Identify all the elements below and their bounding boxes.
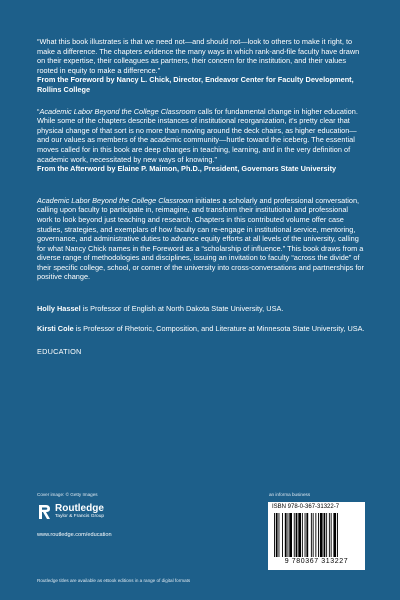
author-bio (37, 324, 365, 334)
barcode-stripe (274, 513, 275, 557)
barcode-stripe (324, 513, 326, 557)
isbn-label: ISBN 978-0-367-31322-7 (272, 504, 340, 510)
description-book-title: Academic Labor Beyond the College Classroom (37, 195, 194, 205)
author-bio (37, 304, 365, 314)
cover-footer (0, 490, 400, 600)
afterword-quote-text: calls for fundamental change in higher education. While some of the chapters describe instances of institutional reorganization, it's pretty clear that physical change of that sort is no more than moving around the deck chairs, as higher education—and our values as members of the academic community—hurtle toward the iceberg. The essential moves called for in this book are deep changes in teaching, learning, and in the very definition of academic work, necessitated by new ways of knowing.” (37, 106, 358, 164)
afterword-open-mark: “ (37, 106, 40, 116)
barcode-stripe (298, 513, 301, 557)
author-name: Holly Hassel (37, 304, 81, 314)
foreword-quote (37, 37, 365, 75)
subject-category: EDUCATION (37, 347, 82, 357)
barcode-stripe (306, 513, 308, 557)
barcode-stripe (294, 513, 295, 557)
afterword-book-title: Academic Labor Beyond the College Classroom (39, 106, 196, 116)
barcode-stripe (302, 513, 303, 557)
publisher-logo (37, 504, 104, 520)
cover-text (37, 37, 365, 356)
barcode-stripe (289, 513, 292, 557)
foreword-quote-text: “What this book illustrates is that we need not—and should not—look to others to make it right, to make a difference. The chapters evidence the many ways in which rank-and-file faculty have drawn on their expertise, their colleagues as partners, their concern for the institution, and their values rooted in equity to make a difference.” (37, 37, 360, 75)
publisher-url: www.routledge.com/education (37, 532, 112, 538)
barcode-stripe (279, 513, 280, 557)
author-bio-text: is Professor of English at North Dakota State University, USA. (80, 304, 284, 314)
barcode-stripe (326, 513, 327, 557)
barcode (274, 513, 359, 557)
publisher-name: Routledge (55, 503, 104, 514)
barcode-stripe (320, 513, 323, 557)
barcode-stripe (313, 513, 314, 557)
ebook-note: Routledge titles are available as eBook editions in a range of digital formats (37, 578, 191, 583)
author-name: Kirsti Cole (37, 323, 74, 333)
foreword-attribution: From the Foreword by Nancy L. Chick, Director, Endeavor Center for Faculty Development, Rollins College (37, 75, 354, 94)
author-bio-text: is Professor of Rhetoric, Composition, and Literature at Minnesota State University, USA. (73, 323, 365, 333)
cover-image-credit: Cover image: © Getty Images (37, 492, 98, 497)
description-text: initiates a scholarly and professional conversation, calling upon faculty to participate in, reimagine, and transform their institutional and professional work to look beyond just teaching and research. Chapters in this contributed volume offer case studies, strategies, and exemplars of how faculty can re-engage in institutional service, mentoring, governance, and administrative duties to advance equity efforts at all levels of the university, calling for what Nancy Chick names in the Foreword as a “scholarship of influence.” This book draws from a diverse range of methodologies and disciplines, issuing an invitation to faculty “across the divide” of their specific college, school, or corner of the university into cross-conversations and partnerships for positive change. (37, 195, 364, 282)
book-description (37, 196, 365, 282)
barcode-stripe (285, 513, 287, 557)
barcode-stripe (315, 513, 316, 557)
barcode-panel (268, 502, 365, 570)
informa-tagline: an informa business (269, 492, 311, 497)
barcode-stripe (331, 513, 332, 557)
publisher-name-block (55, 504, 104, 520)
barcode-number: 9 780367 313227 (284, 558, 349, 565)
afterword-quote (37, 107, 365, 165)
barcode-stripe (333, 513, 336, 557)
barcode-stripe (311, 513, 312, 557)
publisher-group: Taylor & Francis Group (55, 514, 105, 519)
barcode-stripe (329, 513, 330, 557)
afterword-attribution: From the Afterword by Elaine P. Maimon, Ph.D., President, Governors State University (37, 164, 337, 174)
barcode-stripe (288, 513, 289, 557)
routledge-logo-icon (37, 504, 51, 520)
barcode-stripe (337, 513, 338, 557)
barcode-stripe (282, 513, 283, 557)
barcode-stripe (318, 513, 319, 557)
barcode-stripe (305, 513, 306, 557)
barcode-stripe (296, 513, 298, 557)
barcode-stripe (276, 513, 278, 557)
